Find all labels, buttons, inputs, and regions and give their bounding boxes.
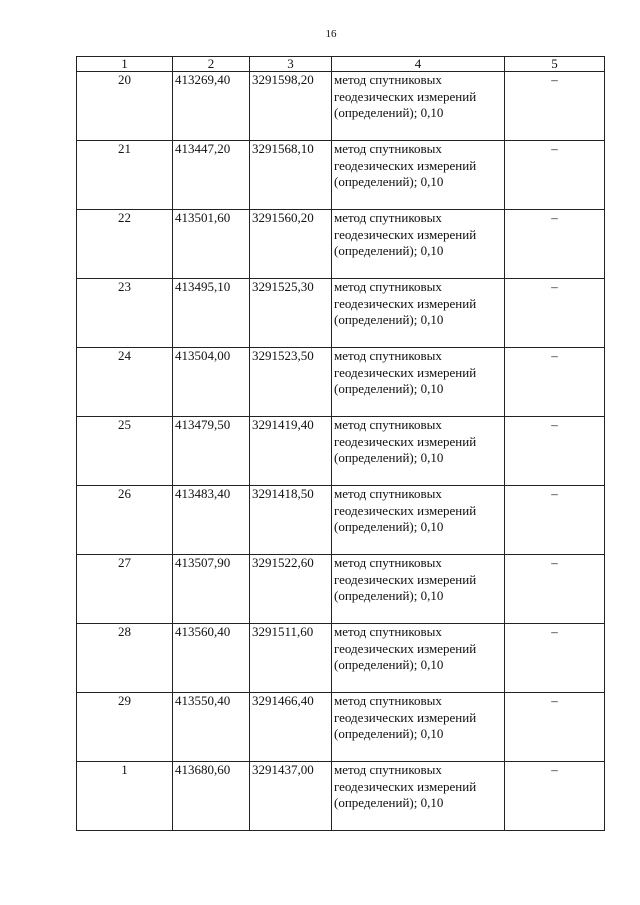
method-cell: метод спутниковых геодезических измерений (определений); 0,10: [332, 279, 505, 348]
x-coordinate-cell: 413479,50: [173, 417, 250, 486]
x-coordinate-cell: 413269,40: [173, 72, 250, 141]
point-number-cell: 28: [77, 624, 173, 693]
table-row: [77, 348, 605, 417]
y-coordinate-cell: 3291522,60: [250, 555, 332, 624]
table-row: [77, 693, 605, 762]
method-cell: метод спутниковых геодезических измерений (определений); 0,10: [332, 417, 505, 486]
column-header: 1: [77, 57, 173, 72]
x-coordinate-cell: 413680,60: [173, 762, 250, 831]
method-cell: метод спутниковых геодезических измерений (определений); 0,10: [332, 210, 505, 279]
x-coordinate-cell: 413483,40: [173, 486, 250, 555]
x-coordinate-cell: 413560,40: [173, 624, 250, 693]
y-coordinate-cell: 3291568,10: [250, 141, 332, 210]
note-cell: –: [505, 486, 605, 555]
y-coordinate-cell: 3291511,60: [250, 624, 332, 693]
note-cell: –: [505, 762, 605, 831]
point-number-cell: 29: [77, 693, 173, 762]
method-cell: метод спутниковых геодезических измерений (определений); 0,10: [332, 624, 505, 693]
note-cell: –: [505, 279, 605, 348]
y-coordinate-cell: 3291598,20: [250, 72, 332, 141]
x-coordinate-cell: 413504,00: [173, 348, 250, 417]
table-body: [77, 72, 605, 831]
column-header: 5: [505, 57, 605, 72]
y-coordinate-cell: 3291437,00: [250, 762, 332, 831]
note-cell: –: [505, 624, 605, 693]
x-coordinate-cell: 413550,40: [173, 693, 250, 762]
table-row: [77, 279, 605, 348]
point-number-cell: 26: [77, 486, 173, 555]
note-cell: –: [505, 72, 605, 141]
method-cell: метод спутниковых геодезических измерений (определений); 0,10: [332, 693, 505, 762]
note-cell: –: [505, 141, 605, 210]
method-cell: метод спутниковых геодезических измерений (определений); 0,10: [332, 486, 505, 555]
table-row: [77, 555, 605, 624]
note-cell: –: [505, 555, 605, 624]
y-coordinate-cell: 3291419,40: [250, 417, 332, 486]
table-row: [77, 72, 605, 141]
method-cell: метод спутниковых геодезических измерений (определений); 0,10: [332, 555, 505, 624]
coordinates-table: [76, 56, 605, 831]
x-coordinate-cell: 413495,10: [173, 279, 250, 348]
method-cell: метод спутниковых геодезических измерений (определений); 0,10: [332, 348, 505, 417]
table-row: [77, 210, 605, 279]
column-header: 4: [332, 57, 505, 72]
note-cell: –: [505, 348, 605, 417]
note-cell: –: [505, 210, 605, 279]
x-coordinate-cell: 413501,60: [173, 210, 250, 279]
note-cell: –: [505, 417, 605, 486]
table-row: [77, 762, 605, 831]
y-coordinate-cell: 3291418,50: [250, 486, 332, 555]
method-cell: метод спутниковых геодезических измерений (определений); 0,10: [332, 141, 505, 210]
x-coordinate-cell: 413507,90: [173, 555, 250, 624]
table-row: [77, 141, 605, 210]
method-cell: метод спутниковых геодезических измерений (определений); 0,10: [332, 72, 505, 141]
point-number-cell: 22: [77, 210, 173, 279]
column-header: 3: [250, 57, 332, 72]
point-number-cell: 23: [77, 279, 173, 348]
point-number-cell: 27: [77, 555, 173, 624]
point-number-cell: 25: [77, 417, 173, 486]
method-cell: метод спутниковых геодезических измерений (определений); 0,10: [332, 762, 505, 831]
point-number-cell: 24: [77, 348, 173, 417]
point-number-cell: 1: [77, 762, 173, 831]
table-header-row: [77, 57, 605, 72]
column-header: 2: [173, 57, 250, 72]
table-row: [77, 417, 605, 486]
y-coordinate-cell: 3291560,20: [250, 210, 332, 279]
page-number: 16: [325, 28, 337, 40]
point-number-cell: 21: [77, 141, 173, 210]
x-coordinate-cell: 413447,20: [173, 141, 250, 210]
table-row: [77, 624, 605, 693]
point-number-cell: 20: [77, 72, 173, 141]
table-row: [77, 486, 605, 555]
y-coordinate-cell: 3291525,30: [250, 279, 332, 348]
y-coordinate-cell: 3291466,40: [250, 693, 332, 762]
y-coordinate-cell: 3291523,50: [250, 348, 332, 417]
note-cell: –: [505, 693, 605, 762]
